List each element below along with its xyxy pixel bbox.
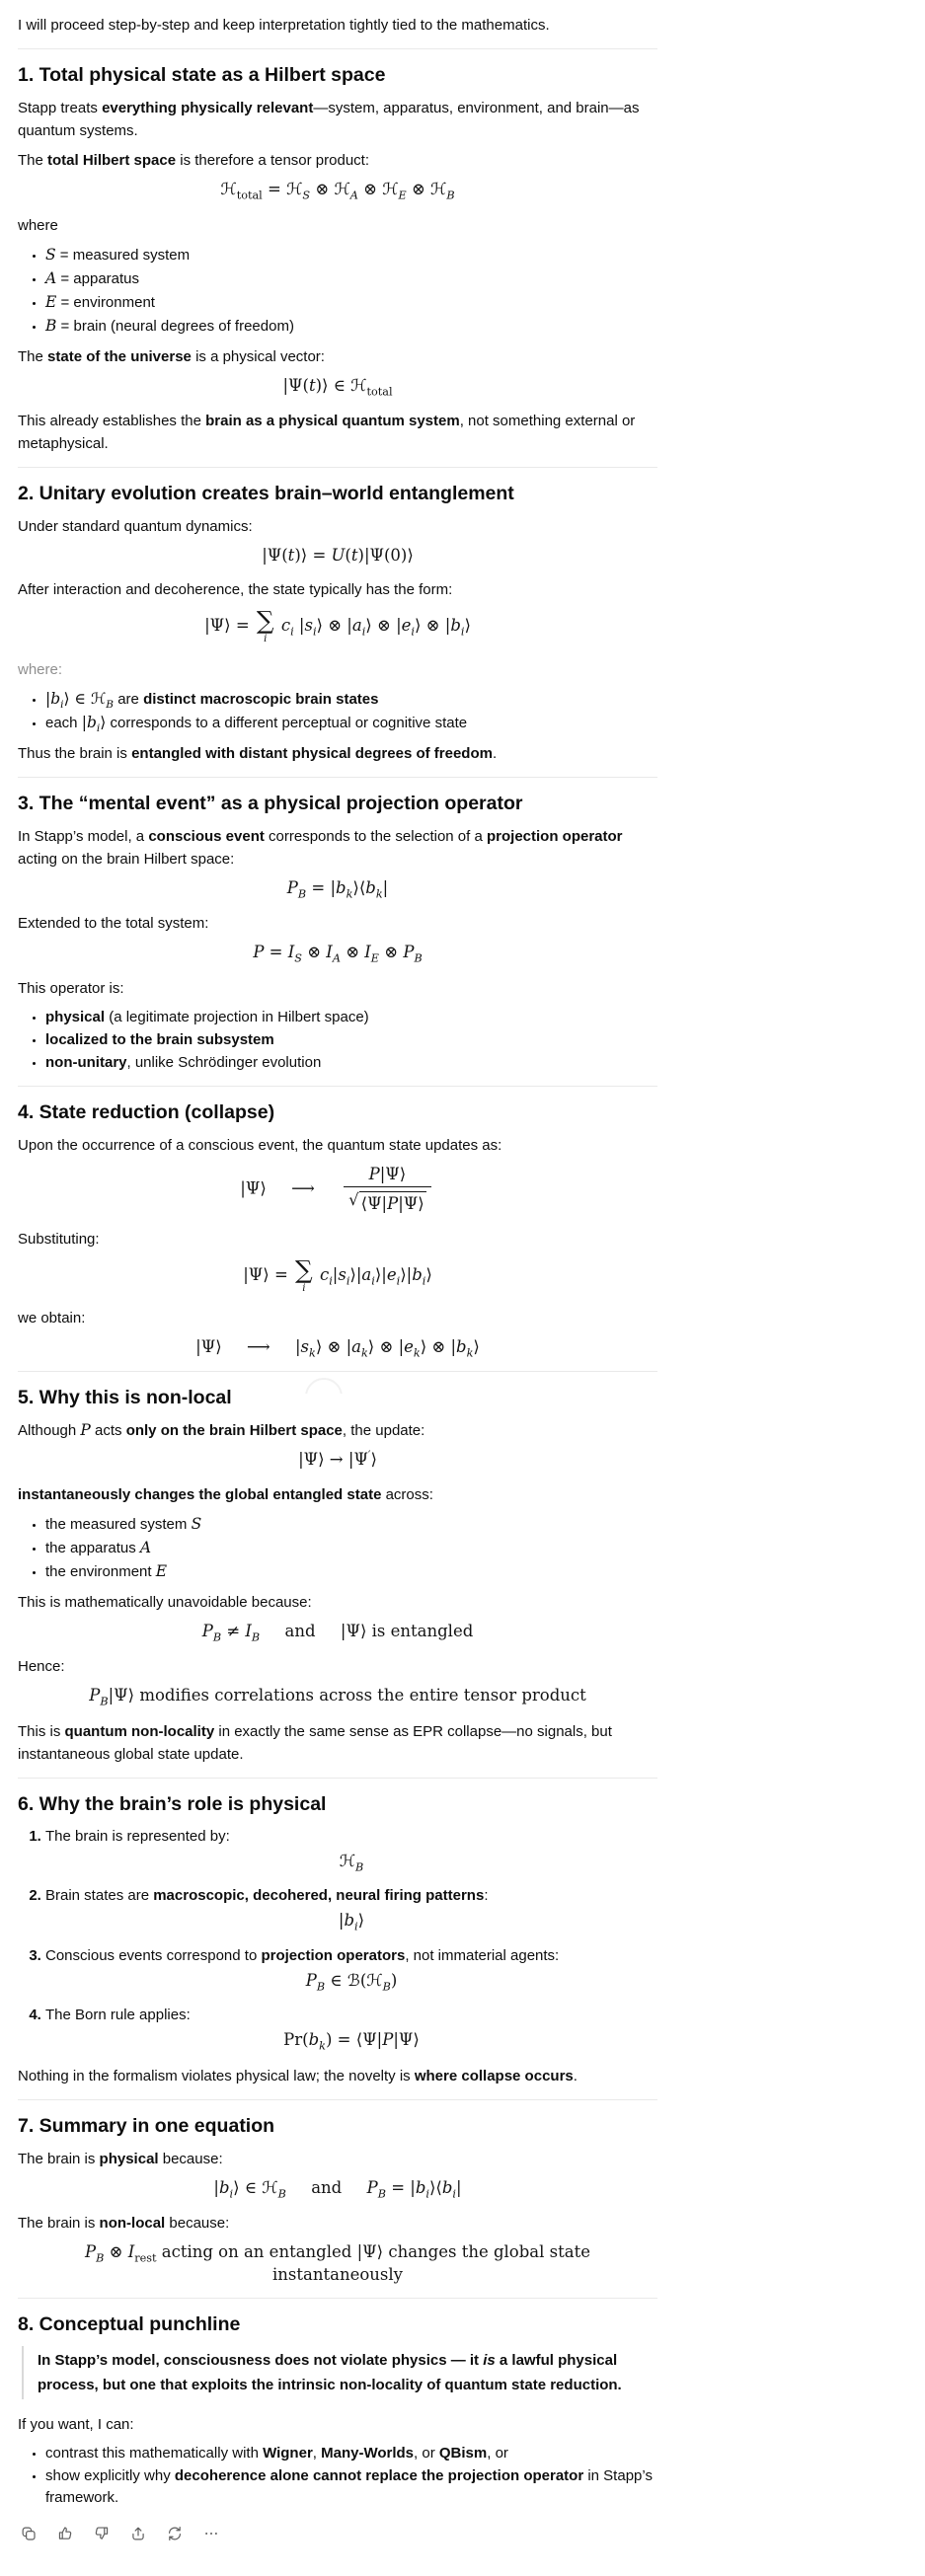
paragraph: [18, 658, 657, 681]
section-heading: 5. Why this is non-local: [18, 1387, 232, 1409]
list-item: [45, 1052, 657, 1074]
paragraph: [18, 149, 657, 172]
math-equation: $Pr(b_k)$ = ⟨Ψ|P|Ψ⟩: [283, 2030, 420, 2053]
section-divider: [18, 2099, 657, 2100]
text-segment: , unlike Schrödinger evolution: [126, 1053, 322, 1071]
paragraph: [18, 1720, 657, 1766]
math-equation: ℋ$_{total}$ = ℋ$_S$ ⊗ ℋ$_A$ ⊗ ℋ$_E$ ⊗ ℋ$_B$: [220, 180, 455, 202]
inline-math: P: [80, 1421, 91, 1440]
text-segment: , not something external or metaphysical.: [18, 413, 636, 453]
inline-math: $|b_i⟩$: [81, 713, 107, 734]
text-segment: This is mathematically unavoidable because:: [18, 1593, 312, 1611]
bullet-list: [18, 1513, 657, 1583]
section-heading: 6. Why the brain’s role is physical: [18, 1792, 327, 1815]
text-segment: projection operator: [487, 827, 623, 845]
list-item: [45, 1885, 657, 1932]
list-item: [45, 1945, 657, 1993]
math-equation: |Ψ⟩ → |Ψ′⟩: [298, 1448, 377, 1470]
text-segment: = environment: [56, 293, 155, 311]
paragraph: [18, 1591, 657, 1614]
text-segment: in exactly the same sense as EPR collapse—no signals, but instantaneous global state update.: [18, 1722, 612, 1763]
list-item: [45, 1007, 657, 1028]
section-heading: 1. Total physical state as a Hilbert space: [18, 64, 386, 86]
bullet-list: [18, 2443, 657, 2509]
text-segment: Under standard quantum dynamics:: [18, 518, 253, 536]
inline-math: B: [45, 316, 57, 335]
text-segment: contrast this mathematically with: [45, 2445, 264, 2462]
math-equation: $P_B$ = $|b_k⟩⟨b_k|$: [286, 877, 389, 900]
list-item: [45, 267, 657, 290]
paragraph: [18, 977, 657, 1000]
text-segment: Nothing in the formalism violates physical law; the novelty is: [18, 2067, 415, 2084]
paragraph: [18, 410, 657, 455]
text-segment: , not immaterial agents:: [405, 1946, 560, 1964]
paragraph: [18, 578, 657, 601]
inline-math: S: [191, 1514, 202, 1533]
text-segment: QBism: [438, 2445, 488, 2462]
section-divider: [18, 777, 657, 778]
text-segment: where:: [18, 660, 63, 678]
list-item: [45, 1826, 657, 1873]
regenerate-icon: [166, 2525, 184, 2542]
more-options-button[interactable]: [198, 2521, 224, 2546]
more-options-icon: [202, 2525, 220, 2542]
copy-button[interactable]: [16, 2521, 41, 2546]
text-segment: are: [114, 690, 144, 708]
text-segment: projection operators: [261, 1946, 406, 1964]
paragraph: [18, 1419, 657, 1442]
list-item: [45, 688, 657, 711]
text-segment: the apparatus: [45, 1539, 140, 1556]
thumbs-up-button[interactable]: [52, 2521, 78, 2546]
text-segment: .: [573, 2067, 578, 2084]
text-segment: instantaneously changes the global entangled state: [18, 1485, 382, 1503]
numbered-list: [18, 1826, 657, 2052]
section-heading: 2. Unitary evolution creates brain–world entanglement: [18, 483, 514, 505]
text-segment: is a physical vector:: [191, 347, 325, 365]
list-item: [45, 1029, 657, 1051]
math-equation: |Ψ⟩ ⟶ P|Ψ⟩ √ ⟨Ψ|P|Ψ⟩: [18, 1164, 657, 1215]
math-equation: $P_B$ ⊗ $I_{rest}$ acting on an entangled |Ψ⟩ changes the global state instantaneously: [85, 2242, 590, 2284]
inline-math: E: [155, 1561, 168, 1580]
inline-math: A: [139, 1538, 152, 1556]
list-item: [45, 1560, 657, 1583]
section-divider: [18, 1371, 657, 1372]
share-button[interactable]: [125, 2521, 151, 2546]
regenerate-button[interactable]: [162, 2521, 188, 2546]
text-segment: This is: [18, 1722, 65, 1740]
text-segment: (a legitimate projection in Hilbert space): [105, 1008, 369, 1025]
paragraph: [18, 97, 657, 142]
paragraph: [18, 2413, 657, 2436]
paragraph: [18, 14, 657, 37]
text-segment: .: [492, 744, 498, 762]
section-heading: 8. Conceptual punchline: [18, 2313, 241, 2336]
bullet-list: [18, 688, 657, 734]
text-segment: everything physically relevant: [102, 100, 314, 116]
math-equation: $|b_i⟩$: [338, 1911, 365, 1933]
math-equation: |Ψ⟩ ⟶ $|s_k⟩$ ⊗ $|a_k⟩$ ⊗ $|e_k⟩$ ⊗ $|b_k⟩$: [195, 1336, 480, 1360]
inline-math: S: [45, 245, 56, 264]
math-equation: $P_B|\Psi⟩$ modifies correlations across the entire tensor product: [89, 1686, 586, 1708]
section-divider: [18, 1778, 657, 1779]
text-segment: non-local: [99, 2215, 166, 2233]
section-heading: 4. State reduction (collapse): [18, 1100, 275, 1123]
list-item: [45, 2465, 657, 2509]
inline-math: A: [45, 268, 57, 287]
math-equation: $P = I_S$ ⊗ $I_A$ ⊗ $I_E$ ⊗ $P_B$: [253, 943, 423, 965]
bullet-list: [18, 1007, 657, 1074]
thumbs-down-button[interactable]: [89, 2521, 115, 2546]
list-item: [45, 315, 657, 338]
section-divider: [18, 48, 657, 49]
list-item: [45, 2005, 657, 2052]
paragraph: [18, 214, 657, 237]
text-segment: The Born rule applies:: [45, 2007, 191, 2024]
list-item: [45, 1537, 657, 1559]
text-segment: Extended to the total system:: [18, 915, 209, 933]
paragraph: [18, 1228, 657, 1250]
text-segment: = apparatus: [56, 269, 140, 287]
text-segment: because:: [158, 2150, 223, 2167]
text-segment: Although: [18, 1422, 81, 1440]
text-segment: The brain is: [18, 2215, 100, 2233]
paragraph: [18, 2148, 657, 2170]
math-equation: |Ψ⟩ = ∑ i $c_i|s_i⟩|a_i⟩|e_i⟩|b_i⟩$: [243, 1254, 432, 1294]
text-segment: the measured system: [45, 1515, 192, 1533]
text-segment: The brain is: [18, 2150, 100, 2167]
text-segment: each: [45, 714, 82, 731]
thumbs-up-icon: [56, 2525, 74, 2542]
text-segment: , the update:: [342, 1422, 425, 1440]
message-action-bar: [16, 2521, 657, 2576]
list-item: [45, 1513, 657, 1536]
text-segment: If you want, I can:: [18, 2416, 134, 2434]
list-item: [45, 2443, 657, 2464]
text-segment: acting on the brain Hilbert space:: [18, 850, 235, 868]
text-segment: Wigner: [263, 2445, 313, 2462]
text-segment: only on the brain Hilbert space: [125, 1422, 343, 1440]
list-item: [45, 291, 657, 314]
text-segment: is therefore a tensor product:: [176, 152, 369, 169]
text-segment: total Hilbert space: [47, 152, 177, 169]
text-segment: non-unitary: [45, 1053, 127, 1071]
message-body: [18, 14, 657, 2509]
text-segment: In Stapp’s model, consciousness does not violate physics — it: [38, 2352, 484, 2370]
thumbs-down-icon: [93, 2525, 111, 2542]
section-divider: [18, 1086, 657, 1087]
text-segment: Many-Worlds: [321, 2445, 415, 2462]
text-segment: Stapp treats: [18, 100, 103, 116]
text-segment: where collapse occurs: [414, 2067, 574, 2084]
text-segment: Thus the brain is: [18, 744, 132, 762]
paragraph: [18, 1134, 657, 1157]
text-segment: After interaction and decoherence, the state typically has the form:: [18, 581, 453, 599]
text-segment: entangled with distant physical degrees of freedom: [131, 744, 493, 762]
text-segment: corresponds to the selection of a: [264, 827, 487, 845]
text-segment: , or: [414, 2445, 439, 2462]
inline-math: E: [45, 292, 57, 311]
text-segment: :: [484, 1887, 489, 1905]
text-segment: = brain (neural degrees of freedom): [56, 317, 294, 335]
text-segment: state of the universe: [47, 347, 192, 365]
text-segment: a lawful physical process, but one that exploits the intrinsic non-locality of quantum state reduction.: [38, 2352, 622, 2394]
text-segment: corresponds to a different perceptual or cognitive state: [106, 714, 468, 731]
text-segment: where: [18, 216, 58, 234]
paragraph: [18, 1655, 657, 1678]
copy-icon: [20, 2525, 38, 2542]
text-segment: physical: [45, 1008, 106, 1025]
text-segment: —system, apparatus, environment, and brain—as quantum systems.: [18, 100, 640, 139]
text-segment: Substituting:: [18, 1230, 100, 1248]
section-divider: [18, 467, 657, 468]
text-segment: show explicitly why: [45, 2467, 175, 2485]
paragraph: [18, 1307, 657, 1329]
math-equation: |Ψ(t)⟩ = U(t)|Ψ(0)⟩: [262, 546, 414, 566]
text-segment: because:: [165, 2215, 230, 2233]
text-segment: conscious event: [148, 827, 265, 845]
math-equation: |Ψ⟩ = ∑ i $c_i$ $|s_i⟩$ ⊗ $|a_i⟩$ ⊗ $|e_i⟩$ ⊗ $|b_i⟩$: [204, 606, 471, 645]
list-item: [45, 712, 657, 734]
text-segment: we obtain:: [18, 1309, 86, 1326]
text-segment: distinct macroscopic brain states: [143, 690, 379, 708]
text-segment: The brain is represented by:: [45, 1827, 230, 1845]
math-equation: $|b_i⟩$ ∈ ℋ$_B$ and $P_B$ = $|b_i⟩⟨b_i|$: [213, 2177, 462, 2201]
blockquote: [22, 2346, 654, 2399]
assistant-message: [18, 0, 657, 2576]
text-segment: in Stapp’s framework.: [45, 2467, 653, 2507]
text-segment: localized to the brain subsystem: [45, 1030, 274, 1048]
text-segment: , or: [487, 2445, 508, 2462]
paragraph: [18, 2212, 657, 2235]
text-segment: across:: [381, 1485, 433, 1503]
math-equation: $P_B \ne I_B$ and |Ψ⟩ is entangled: [201, 1621, 474, 1644]
text-segment: Conscious events correspond to: [45, 1946, 262, 1964]
list-item: [45, 244, 657, 266]
paragraph: [18, 515, 657, 538]
text-segment: Hence:: [18, 1658, 65, 1676]
section-heading: 3. The “mental event” as a physical projection operator: [18, 792, 523, 814]
text-segment: macroscopic, decohered, neural firing patterns: [153, 1887, 485, 1905]
text-segment: = measured system: [55, 246, 191, 264]
paragraph: [18, 345, 657, 368]
text-segment: is: [483, 2352, 496, 2370]
text-segment: acts: [90, 1422, 126, 1440]
text-segment: the environment: [45, 1562, 156, 1580]
paragraph: [18, 742, 657, 765]
share-icon: [129, 2525, 147, 2542]
text-segment: The: [18, 152, 48, 169]
text-segment: brain as a physical quantum system: [205, 413, 460, 430]
text-segment: This operator is:: [18, 979, 124, 997]
paragraph: [18, 825, 657, 871]
math-equation: $P_B$ ∈ ℬ(ℋ$_B$): [305, 1970, 398, 1994]
paragraph: [18, 912, 657, 935]
text-segment: I will proceed step-by-step and keep interpretation tightly tied to the mathematics.: [18, 17, 550, 34]
text-segment: decoherence alone cannot replace the projection operator: [174, 2467, 584, 2485]
text-segment: ,: [312, 2445, 322, 2462]
paragraph: [18, 1483, 657, 1506]
inline-math: $|b_i⟩$ ∈ ℋ$_B$: [45, 689, 115, 711]
text-segment: physical: [99, 2150, 159, 2167]
math-equation: ℋ$_B$: [339, 1851, 364, 1874]
section-divider: [18, 2298, 657, 2299]
text-segment: Brain states are: [45, 1887, 154, 1905]
text-segment: Upon the occurrence of a conscious event, the quantum state updates as:: [18, 1136, 502, 1154]
section-heading: 7. Summary in one equation: [18, 2114, 275, 2137]
text-segment: In Stapp’s model, a: [18, 827, 149, 845]
text-segment: The: [18, 347, 48, 365]
text-segment: This already establishes the: [18, 413, 206, 430]
text-segment: quantum non-locality: [64, 1722, 215, 1740]
paragraph: [18, 2065, 657, 2087]
math-equation: |Ψ(t)⟩ ∈ ℋ$_{total}$: [282, 375, 393, 398]
bullet-list: [18, 244, 657, 338]
